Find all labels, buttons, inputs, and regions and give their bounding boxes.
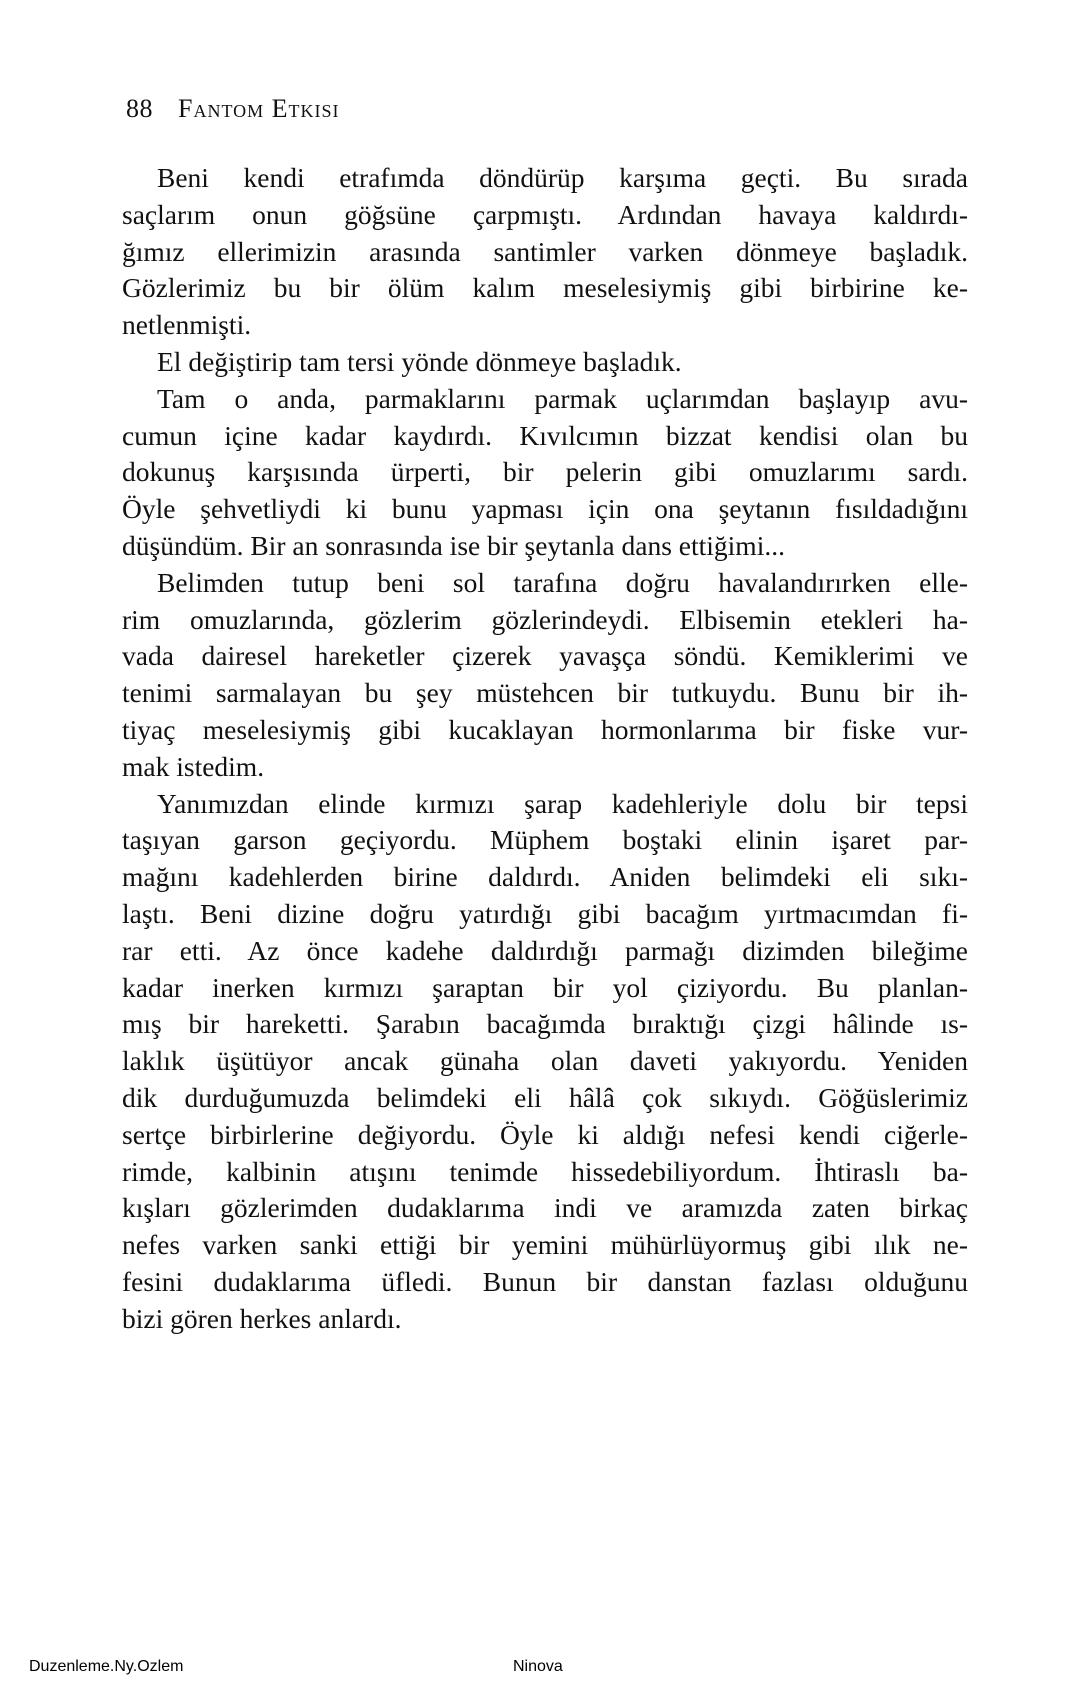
text-line: fesini dudaklarıma üfledi. Bunun bir danstan fazlası olduğunu [122, 1265, 968, 1297]
text-line: kadar inerken kırmızı şaraptan bir yol çiziyordu. Bu planlan- [122, 971, 968, 1003]
text-line: saçlarım onun göğsüne çarpmıştı. Ardından havaya kaldırdı- [122, 198, 968, 230]
text-line: taşıyan garson geçiyordu. Müphem boştaki elinin işaret par- [122, 824, 968, 856]
page-header [126, 94, 340, 124]
page-number: 88 [126, 94, 153, 123]
text-line: kışları gözlerimden dudaklarıma indi ve aramızda zaten birkaç [122, 1192, 968, 1224]
text-line: tenimi sarmalayan bu şey müstehcen bir tutkuydu. Bunu bir ih- [122, 677, 968, 709]
text-line: mak istedim. [122, 750, 265, 782]
text-line: mış bir hareketti. Şarabın bacağımda bıraktığı çizgi hâlinde ıs- [122, 1008, 968, 1040]
text-line: ğımız ellerimizin arasında santimler varken dönmeye başladık. [122, 235, 968, 267]
text-line: düşündüm. Bir an sonrasında ise bir şeytanla dans ettiğimi... [122, 529, 785, 561]
text-line: rim omuzlarında, gözlerim gözlerindeydi. Elbisemin etekleri ha- [122, 603, 968, 635]
text-line: laklık üşütüyor ancak günaha olan daveti yakıyordu. Yeniden [122, 1045, 968, 1077]
text-line: rimde, kalbinin atışını tenimde hissedebiliyordum. İhtiraslı ba- [122, 1155, 968, 1187]
running-title: Fantom Etkisi [178, 94, 340, 123]
text-line: sertçe birbirlerine değiyordu. Öyle ki aldığı nefesi kendi ciğerle- [122, 1118, 968, 1150]
text-line: Gözlerimiz bu bir ölüm kalım meselesiymiş gibi birbirine ke- [122, 272, 968, 304]
footer-publisher: Ninova [513, 1658, 563, 1675]
text-line: El değiştirip tam tersi yönde dönmeye başladık. [157, 345, 682, 377]
body-text [122, 160, 968, 1338]
text-line: vada dairesel hareketler çizerek yavaşça söndü. Kemiklerimi ve [122, 640, 968, 672]
text-line: mağını kadehlerden birine daldırdı. Aniden belimdeki eli sıkı- [122, 861, 968, 893]
text-line: Beni kendi etrafımda döndürüp karşıma geçti. Bu sırada [157, 162, 968, 193]
text-line: Belimden tutup beni sol tarafına doğru havalandırırken elle- [157, 566, 968, 598]
text-line: dik durduğumuzda belimdeki eli hâlâ çok sıkıydı. Göğüslerimiz [122, 1081, 968, 1113]
text-line: Öyle şehvetliydi ki bunu yapması için ona şeytanın fısıldadığını [122, 493, 968, 525]
text-line: rar etti. Az önce kadehe daldırdığı parmağı dizimden bileğime [122, 934, 968, 966]
text-line: bizi gören herkes anlardı. [122, 1302, 402, 1334]
text-line: Tam o anda, parmaklarını parmak uçlarımdan başlayıp avu- [157, 382, 968, 414]
text-line: cumun içine kadar kaydırdı. Kıvılcımın bizzat kendisi olan bu [122, 419, 968, 451]
text-line: nefes varken sanki ettiği bir yemini mühürlüyormuş gibi ılık ne- [122, 1229, 968, 1261]
text-line: tiyaç meselesiymiş gibi kucaklayan hormonlarıma bir fiske vur- [122, 713, 968, 745]
text-line: dokunuş karşısında ürperti, bir pelerin gibi omuzlarımı sardı. [122, 456, 968, 488]
text-line: netlenmişti. [122, 309, 252, 341]
text-line: Yanımızdan elinde kırmızı şarap kadehleriyle dolu bir tepsi [157, 787, 968, 819]
text-line: laştı. Beni dizine doğru yatırdığı gibi bacağım yırtmacımdan fi- [122, 897, 968, 929]
footer-credit: Duzenleme.Ny.Ozlem [29, 1658, 184, 1675]
